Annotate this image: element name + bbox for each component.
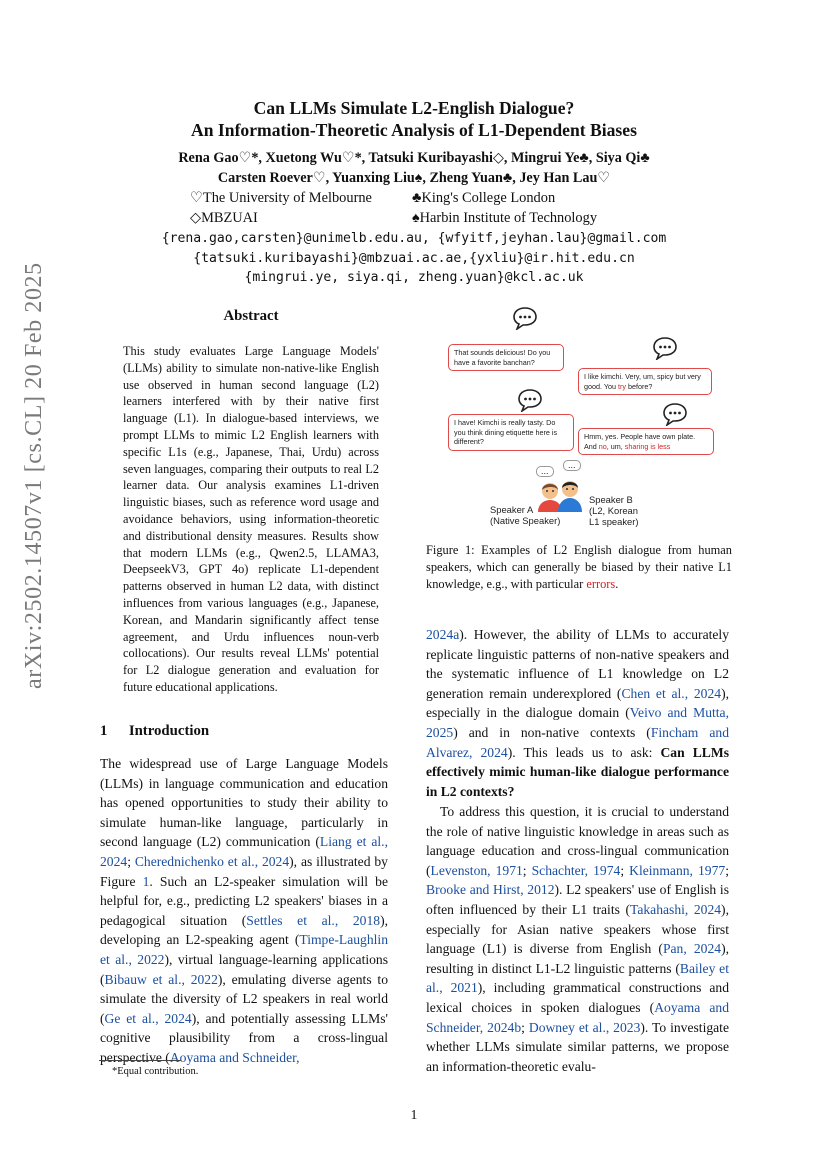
figure-ref-link[interactable]: 1 bbox=[142, 873, 150, 889]
citation-link[interactable]: Settles et al., 2018 bbox=[246, 912, 381, 928]
dialogue-bubble-speaker-a-1: That sounds delicious! Do you have a favorite banchan? bbox=[448, 344, 564, 371]
authors-line-1: Rena Gao♡*, Xuetong Wu♡*, Tatsuki Kuribayashi◇, Mingrui Ye♣, Siya Qi♣ bbox=[178, 150, 650, 166]
body-text: ). To investigate whether LLMs simulate similar patterns, we propose an information-theoretic evalu- bbox=[426, 1019, 729, 1074]
typing-bubble-a: ... bbox=[536, 466, 554, 477]
right-column-paragraph-1 bbox=[426, 625, 729, 801]
citation-link[interactable]: Pan, 2024 bbox=[662, 941, 722, 957]
body-text: ), resulting in distinct L1-L2 linguistic patterns ( bbox=[426, 941, 730, 976]
caption-error-word: errors bbox=[586, 576, 616, 591]
affiliation-mbzuai: ◇MBZUAI bbox=[190, 210, 258, 226]
citation-link[interactable]: Brooke and Hirst, 2012 bbox=[426, 882, 555, 898]
chat-bubble-icon bbox=[662, 402, 688, 426]
body-text: ; bbox=[725, 862, 729, 878]
email-line-1: {rena.gao,carsten}@unimelb.edu.au, {wfyitf,jeyhan.lau}@gmail.com bbox=[161, 231, 667, 246]
email-line-2: {tatsuki.kuribayashi}@mbzuai.ac.ae,{yxliu}@ir.hit.edu.cn bbox=[193, 250, 635, 266]
dialogue-bubble-speaker-a-2: I have! Kimchi is really tasty. Do you think dining etiquette here is different? bbox=[448, 414, 574, 451]
caption-text: . bbox=[615, 576, 619, 591]
speaker-b-label bbox=[589, 494, 639, 527]
intro-text: . Such an L2-speaker simulation will be helpful for, e.g., predicting L2 speakers' biases in a pedagogical situation ( bbox=[100, 873, 388, 928]
intro-heading-text: Introduction bbox=[128, 723, 210, 739]
figure-1-caption bbox=[426, 542, 732, 592]
citation-link[interactable]: Bibauw et al., 2022 bbox=[104, 971, 218, 987]
body-text: ). L2 speakers' use of English is often influenced by their L1 traits ( bbox=[426, 882, 729, 917]
bubble-text: before? bbox=[625, 381, 653, 391]
dialogue-bubble-speaker-b-2 bbox=[578, 428, 714, 455]
citation-link[interactable]: Bailey et al., 2021 bbox=[426, 960, 729, 996]
intro-text: ), and potentially assessing LLMs' cognitive plausibility from a cross-lingual perspective ( bbox=[100, 1010, 388, 1065]
intro-text: ), virtual language-learning applications ( bbox=[100, 951, 389, 987]
right-column-paragraph-2 bbox=[426, 802, 729, 1076]
caption-text: Figure 1: Examples of L2 English dialogue from human speakers, which can generally be biased by their native L1 knowledge, e.g., with particular bbox=[426, 543, 732, 591]
citation-link[interactable]: Schachter, 1974 bbox=[531, 862, 621, 878]
dialogue-bubble-speaker-b-1 bbox=[578, 368, 712, 395]
speaker-a-role: (Native Speaker) bbox=[490, 515, 561, 526]
citation-link[interactable]: Fincham and Alvarez, 2024 bbox=[426, 724, 729, 760]
affiliation-hit: ♠Harbin Institute of Technology bbox=[412, 210, 598, 226]
title-line-1: Can LLMs Simulate L2-English Dialogue? bbox=[253, 98, 575, 118]
intro-heading-number: 1 bbox=[100, 723, 108, 739]
research-question: Can LLMs effectively mimic human-like dialogue performance in L2 contexts? bbox=[426, 744, 729, 799]
chat-bubble-icon bbox=[517, 388, 543, 412]
speaker-b-role: (L2, Korean bbox=[589, 505, 638, 516]
figure-1 bbox=[426, 300, 732, 532]
body-text: To address this question, it is crucial to understand the role of native linguistic knowledge in areas such as language education and cross-lingual communication ( bbox=[426, 804, 729, 878]
body-text: ). However, the ability of LLMs to accurately replicate linguistic patterns of non-native speakers and the systematic influence of L1 knowledge on L2 generation remain underexplored ( bbox=[426, 627, 729, 701]
title-line-2: An Information-Theoretic Analysis of L1-Dependent Biases bbox=[191, 120, 637, 140]
authors-line-2: Carsten Roever♡, Yuanxing Liu♠, Zheng Yuan♣, Jey Han Lau♡ bbox=[217, 170, 611, 186]
citation-link[interactable]: Veivo and Mutta, 2025 bbox=[426, 705, 729, 740]
author-emails bbox=[60, 229, 768, 288]
intro-heading bbox=[100, 723, 209, 740]
speaker-a-name: Speaker A bbox=[490, 504, 534, 515]
affiliation-melbourne: ♡The University of Melbourne bbox=[190, 190, 372, 206]
chat-bubble-icon bbox=[512, 306, 538, 330]
author-list bbox=[60, 148, 768, 188]
speaker-b-name: Speaker B bbox=[589, 494, 633, 505]
citation-link[interactable]: Levenston, 1971 bbox=[430, 862, 523, 878]
footnote-rule bbox=[99, 1060, 181, 1061]
body-text: ). This leads us to ask: bbox=[507, 744, 661, 760]
bubble-text: Hmm, yes. People have own plate. And bbox=[584, 432, 696, 451]
citation-link[interactable]: Timpe-Laughlin et al., 2022 bbox=[100, 932, 388, 967]
abstract-text: This study evaluates Large Language Models' (LLMs) ability to simulate non-native-like English use observed in human second language (L2) learners interfered with by their native first language (L1). In dialogue-based interviews, we prompt LLMs to mimic L2 English learners with specific L1s (e.g., Japanese, Thai, Urdu) across seven languages, comparing their outputs to real L2 learner data. Our analysis examines L1-driven linguistic biases, such as reference word usage and avoidance behaviors, using information-theoretic and distributional density measures. Results show that modern LLMs (e.g., Qwen2.5, LLAMA3, DeepseekV3, GPT 4o) replicate L1-dependent patterns observed in human L2 data, with distinct influences from various languages (e.g., Japanese, Korean, and Mandarin significantly affect tense agreement, and Urdu influences noun-verb collocations). Our results reveal LLMs' potential for L2 dialogue generation and evaluation for future educational applications. bbox=[123, 344, 379, 694]
citation-link[interactable]: Kleinmann, 1977 bbox=[629, 862, 726, 878]
citation-link[interactable]: 2024a bbox=[426, 627, 460, 642]
body-text: ), especially in the dialogue domain ( bbox=[426, 685, 729, 721]
citation-link[interactable]: Takahashi, 2024 bbox=[629, 901, 722, 917]
citation-link[interactable]: Aoyama and Schneider, 2024b bbox=[426, 999, 729, 1035]
body-text: ), including grammatical constructions and lexical choices in spoken dialogues ( bbox=[426, 980, 730, 1015]
citation-link[interactable]: Aoyama and Schneider, bbox=[169, 1049, 300, 1065]
affiliation-kcl: ♣King's College London bbox=[412, 190, 556, 206]
error-word: sharing is less bbox=[624, 441, 671, 451]
bubble-text: I like kimchi. Very, um, spicy but very good. You bbox=[584, 372, 701, 391]
error-word: try bbox=[617, 381, 626, 391]
citation-link[interactable]: Liang et al., 2024 bbox=[100, 834, 388, 869]
body-text: ), especially for Asian native speakers whose first language (L1) is diverse from English ( bbox=[426, 901, 729, 957]
email-line-3: {mingrui.ye, siya.qi, zheng.yuan}@kcl.ac.uk bbox=[244, 270, 584, 285]
speaker-a-label bbox=[490, 504, 560, 526]
paper-title bbox=[60, 97, 768, 141]
citation-link[interactable]: Ge et al., 2024 bbox=[104, 1010, 192, 1026]
bubble-text: , um, bbox=[606, 441, 625, 451]
citation-link[interactable]: Downey et al., 2023 bbox=[528, 1019, 641, 1035]
arxiv-stamp: arXiv:2502.14507v1 [cs.CL] 20 Feb 2025 bbox=[21, 262, 47, 689]
intro-text: The widespread use of Large Language Models (LLMs) in language communication and education has opened opportunities to study their ability to simulate human-like language, particularly in second language (L2) communication ( bbox=[100, 756, 388, 850]
intro-text: ), as illustrated by Figure bbox=[100, 853, 388, 889]
body-text: ) and in non-native contexts ( bbox=[453, 724, 651, 740]
typing-bubble-b: ... bbox=[563, 460, 581, 471]
intro-text: ), developing an L2-speaking agent ( bbox=[100, 912, 388, 948]
citation-link[interactable]: Chen et al., 2024 bbox=[621, 685, 722, 701]
page-number: 1 bbox=[410, 1107, 418, 1122]
body-text: ; bbox=[522, 862, 532, 878]
intro-text: ), emulating diverse agents to simulate the diversity of L2 speakers in real world ( bbox=[100, 971, 389, 1026]
intro-text: ; bbox=[127, 853, 135, 869]
chat-bubble-icon bbox=[652, 336, 678, 360]
error-word: no bbox=[598, 441, 607, 451]
body-text: ; bbox=[620, 862, 630, 878]
body-text: ; bbox=[521, 1019, 529, 1035]
intro-paragraph bbox=[100, 754, 388, 1068]
footnote: *Equal contribution. bbox=[112, 1066, 199, 1077]
speaker-b-role: L1 speaker) bbox=[589, 516, 639, 527]
citation-link[interactable]: Cherednichenko et al., 2024 bbox=[134, 853, 290, 869]
abstract-heading: Abstract bbox=[223, 308, 279, 324]
